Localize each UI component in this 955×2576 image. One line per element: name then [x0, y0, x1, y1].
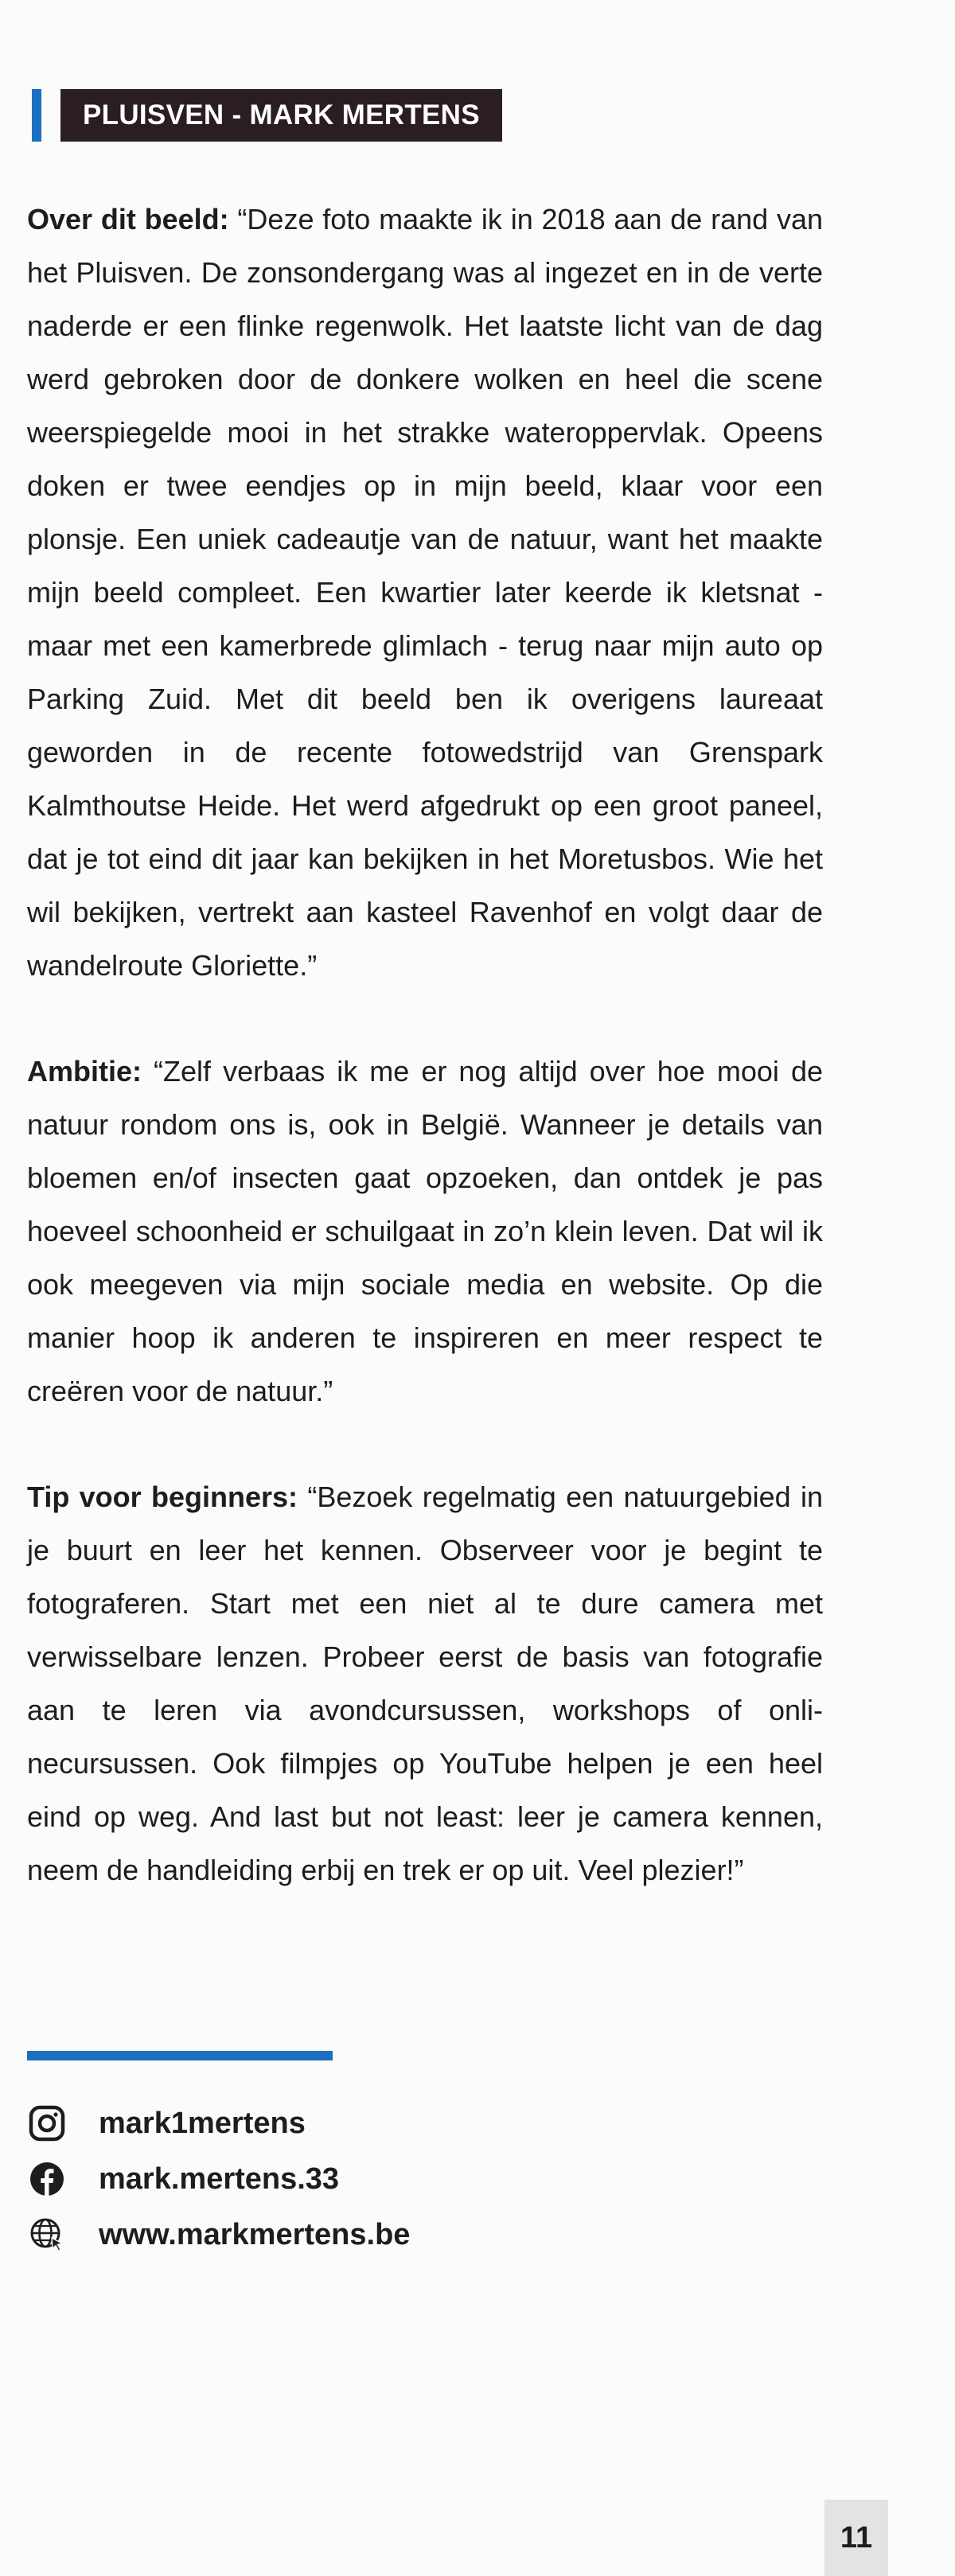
paragraph-text: “Deze foto maakte ik in 2018 aan de rand van het Pluisven. De zonsondergang was al ingezet en in de verte naderde er een flinke regenwolk. Het laatste licht van de dag werd gebroken door de donkere wolken en heel die scene weerspiegelde mooi in het strakke wateroppervlak. Opeens doken er twee eendjes op in mijn beeld, klaar voor een plonsje. Een uniek cadeautje van de natuur, want het maakte mijn beeld compleet. Een kwartier later keerde ik kletsnat - maar met een kamerbrede glimlach - terug naar mijn auto op Parking Zuid. Met dit beeld ben ik overigens laureaat geworden in de recente fotowedstrijd van Grenspark Kalmthoutse Heide. Het werd afgedrukt op een groot paneel, dat je tot eind dit jaar kan bekijken in het Moretusbos. Wie het wil bekijken, vertrekt aan kasteel Ravenhof en volgt daar de wandelroute Gloriette.” — [27, 203, 823, 982]
facebook-icon — [27, 2159, 67, 2199]
social-facebook — [27, 2151, 410, 2207]
header-accent-bar — [32, 89, 41, 142]
article-body — [27, 193, 823, 1949]
social-website — [27, 2207, 410, 2263]
paragraph-lead: Ambitie: — [27, 1055, 142, 1088]
social-instagram — [27, 2095, 410, 2151]
paragraph-lead: Over dit beeld: — [27, 203, 229, 235]
instagram-handle[interactable]: mark1mertens — [99, 2106, 306, 2140]
instagram-icon — [27, 2103, 67, 2143]
social-links — [27, 2095, 410, 2263]
paragraph-over-dit-beeld — [27, 193, 823, 992]
paragraph-ambitie — [27, 1045, 823, 1418]
globe-icon — [27, 2215, 67, 2255]
paragraph-text: “Zelf verbaas ik me er nog altijd over hoe mooi de natuur rondom ons is, ook in België. Wanneer je details van bloemen en/of insecten gaat opzoeken, dan ontdek je pas hoeveel schoonheid er schuilgaat in zo’n klein leven. Dat wil ik ook meegeven via mijn sociale media en website. Op die manier hoop ik anderen te inspireren en meer respect te creëren voor de natuur.” — [27, 1055, 823, 1407]
facebook-handle[interactable]: mark.mertens.33 — [99, 2162, 340, 2196]
paragraph-tip-voor-beginners — [27, 1470, 823, 1897]
paragraph-text: “Bezoek regelmatig een natuurgebied in je buurt en leer het kennen. Observeer voor je begint te fotograferen. Start met een niet al te dure camera met verwisselbare lenzen. Probeer eerst de basis van fotografie aan te leren via avondcursussen, workshops of onlinecursussen. Ook filmpjes op YouTube helpen je een heel eind op weg. And last but not least: leer je camera kennen, neem de handleiding erbij en trek er op uit. Veel plezier!” — [27, 1481, 824, 1886]
section-title: PLUISVEN - MARK MERTENS — [60, 89, 502, 142]
paragraph-lead: Tip voor beginners: — [27, 1481, 298, 1513]
section-header — [32, 89, 502, 142]
page-number: 11 — [824, 2500, 888, 2576]
socials-divider — [27, 2051, 333, 2060]
website-url[interactable]: www.markmertens.be — [99, 2217, 411, 2251]
